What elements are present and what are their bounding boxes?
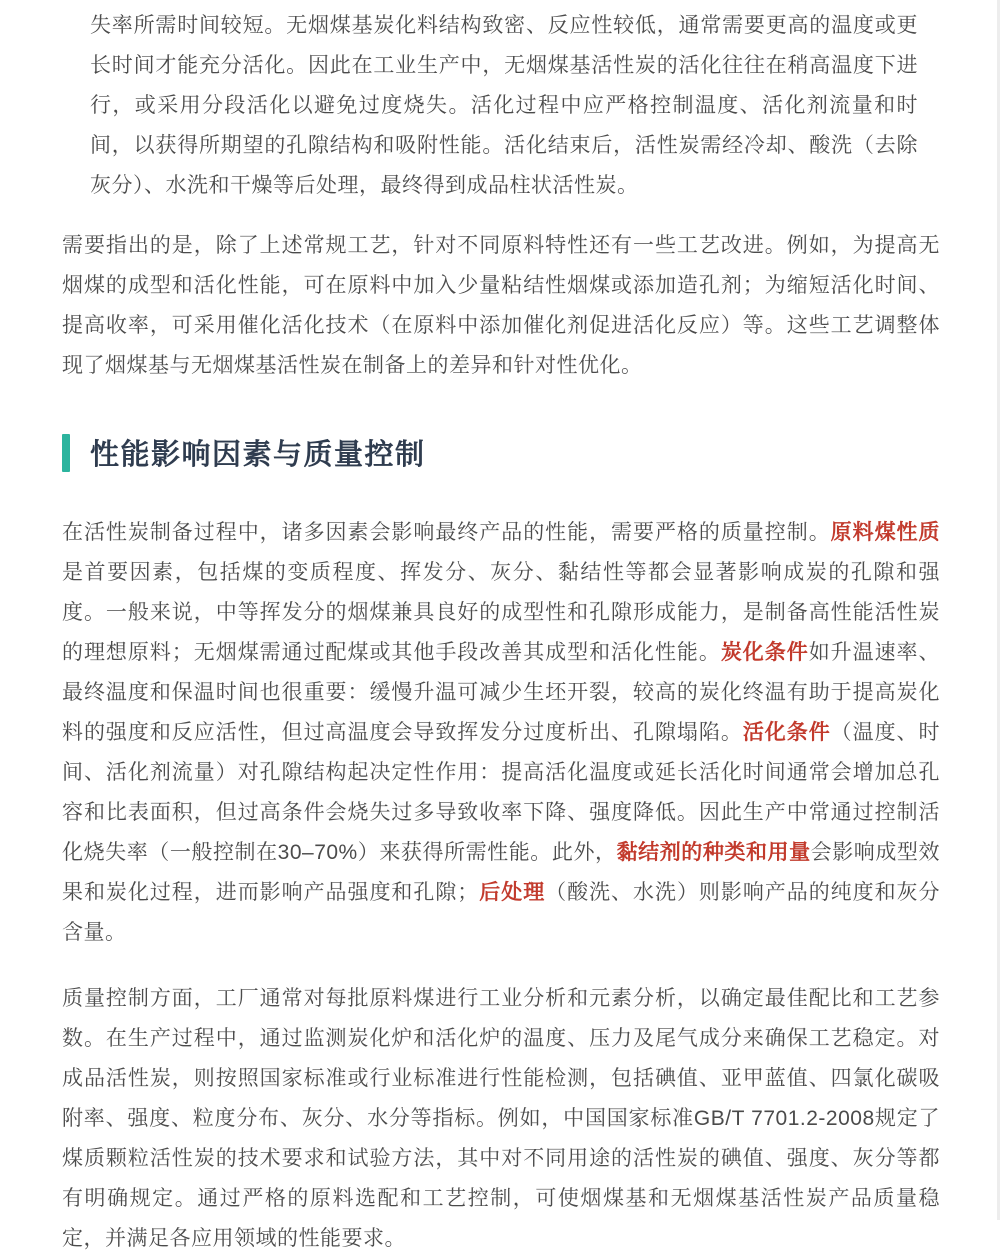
paragraph-quality-factors xyxy=(62,513,940,953)
body-text-run: 会影响成型效果和炭化过程，进而影响产品强度和孔隙； xyxy=(62,841,940,904)
body-text-run: （温度、时间、活化剂流量）对孔隙结构起决定性作用：提高活化温度或延长活化时间通常会增加总孔容和比表面积，但过高条件会烧失过多导致收率下降、强度降低。因此生产中常通过控制活化烧失率（一般控制在30–70%）来获得所需性能。此外， xyxy=(62,721,941,864)
body-text-run: 在活性炭制备过程中，诸多因素会影响最终产品的性能，需要严格的质量控制。 xyxy=(62,521,831,544)
highlighted-term: 黏结剂的种类和用量 xyxy=(616,841,811,864)
highlighted-term: 原料煤性质 xyxy=(830,521,941,544)
heading-accent-bar xyxy=(62,434,70,472)
section-heading xyxy=(62,432,940,473)
highlighted-term: 炭化条件 xyxy=(720,641,809,664)
highlighted-term: 活化条件 xyxy=(742,721,831,744)
paragraph-quality-control: 质量控制方面，工厂通常对每批原料煤进行工业分析和元素分析，以确定最佳配比和工艺参数。在生产过程中，通过监测炭化炉和活化炉的温度、压力及尾气成分来确保工艺稳定。对成品活性炭，则按照国家标准或行业标准进行性能检测，包括碘值、亚甲蓝值、四氯化碳吸附率、强度、粒度分布、灰分、水分等指标。例如，中国国家标准GB/T 7701.2-2008规定了煤质颗粒活性炭的技术要求和试验方法，其中对不同用途的活性炭的碘值、强度、灰分等都有明确规定。通过严格的原料选配和工艺控制，可使烟煤基和无烟煤基活性炭产品质量稳定，并满足各应用领域的性能要求。 xyxy=(62,987,940,1250)
body-text-run: 是首要因素，包括煤的变质程度、挥发分、灰分、黏结性等都会显著影响成炭的孔隙和强度。一般来说，中等挥发分的烟煤兼具良好的成型性和孔隙形成能力，是制备高性能活性炭的理想原料；无烟煤需通过配煤或其他手段改善其成型和活化性能。 xyxy=(62,561,940,664)
section-title: 性能影响因素与质量控制 xyxy=(90,439,426,471)
paragraph-process-improvements: 需要指出的是，除了上述常规工艺，针对不同原料特性还有一些工艺改进。例如，为提高无烟煤的成型和活化性能，可在原料中加入少量粘结性烟煤或添加造孔剂；为缩短活化时间、提高收率，可采用催化活化技术（在原料中添加催化剂促进活化反应）等。这些工艺调整体现了烟煤基与无烟煤基活性炭在制备上的差异和针对性优化。 xyxy=(62,234,940,377)
highlighted-term: 后处理 xyxy=(478,881,546,904)
body-text-run: 如升温速率、最终温度和保温时间也很重要：缓慢升温可减少生坯开裂，较高的炭化终温有助于提高炭化料的强度和反应活性，但过高温度会导致挥发分过度析出、孔隙塌陷。 xyxy=(62,641,941,744)
body-text-run: （酸洗、水洗）则影响产品的纯度和灰分含量。 xyxy=(62,881,941,944)
paragraph-activation-process: 失率所需时间较短。无烟煤基炭化料结构致密、反应性较低，通常需要更高的温度或更长时间才能充分活化。因此在工业生产中，无烟煤基活性炭的活化往往在稍高温度下进行，或采用分段活化以避免过度烧失。活化过程中应严格控制温度、活化剂流量和时间，以获得所期望的孔隙结构和吸附性能。活化结束后，活性炭需经冷却、酸洗（去除灰分）、水洗和干燥等后处理，最终得到成品柱状活性炭。 xyxy=(90,14,918,197)
